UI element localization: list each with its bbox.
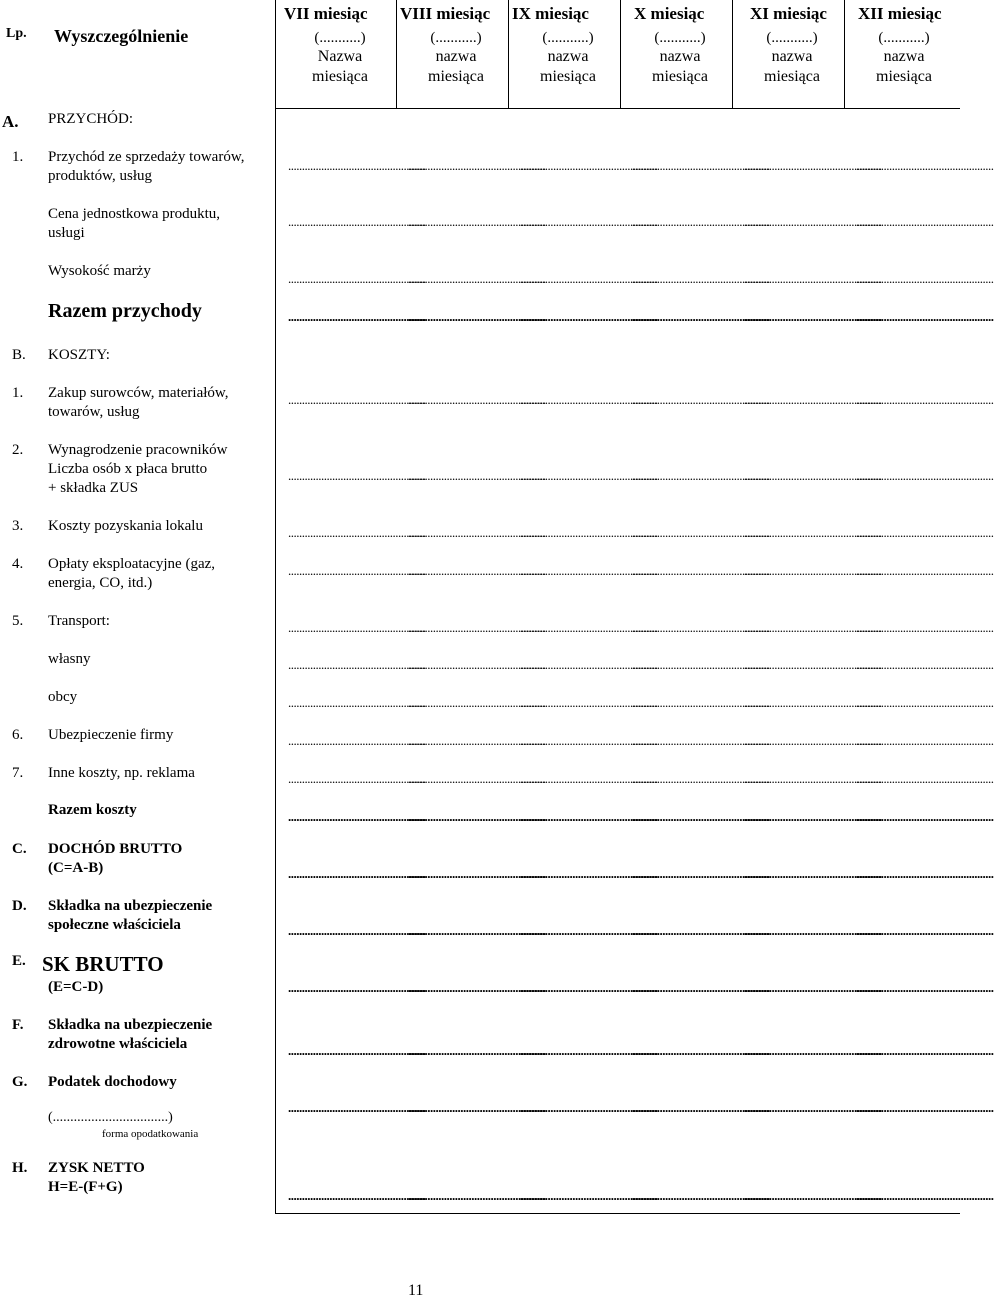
amount-field[interactable]: .................................................. (288, 771, 426, 786)
amount-field[interactable]: .................................................. (520, 923, 658, 938)
amount-field[interactable]: .................................................. (520, 1043, 658, 1058)
row-lp: 2. (12, 442, 24, 458)
lp-header: Lp. (6, 26, 27, 41)
month-title: X miesiąc (634, 4, 705, 23)
amount-field[interactable]: .................................................. (520, 980, 658, 995)
amount-field[interactable]: .................................................. (744, 1100, 882, 1115)
razem-przychody-label: Razem przychody (48, 300, 202, 322)
month-paren: (...........) (314, 30, 366, 46)
forma-opodatkowania-caption: forma opodatkowania (102, 1128, 199, 1140)
section-lp: F. (12, 1017, 24, 1033)
amount-field[interactable]: .................................................. (632, 271, 770, 286)
month-paren: (...........) (766, 30, 818, 46)
month-title: XI miesiąc (750, 4, 827, 23)
amount-field[interactable]: .................................................. (408, 309, 546, 324)
amount-field[interactable]: .................................................. (744, 392, 882, 407)
grid-hline (275, 108, 960, 109)
amount-field[interactable]: .................................................. (856, 392, 994, 407)
amount-field[interactable]: .................................................. (856, 468, 994, 483)
column-header-wyszczegolnienie: Wyszczególnienie (54, 26, 189, 46)
amount-field[interactable]: .................................................. (520, 809, 658, 824)
amount-field[interactable]: .................................................. (520, 525, 658, 540)
amount-field[interactable]: .................................................. (288, 158, 426, 173)
section-lp: B. (12, 347, 26, 363)
amount-field[interactable]: .................................................. (856, 563, 994, 578)
amount-field[interactable]: .................................................. (744, 214, 882, 229)
section-lp: E. (12, 953, 26, 969)
row-label: Liczba osób x płaca brutto (48, 461, 208, 477)
row-label: Wynagrodzenie pracowników (48, 442, 228, 458)
amount-field[interactable]: .................................................. (408, 695, 546, 710)
amount-field[interactable]: .................................................. (288, 809, 426, 824)
month-name-line2: miesiąca (652, 68, 708, 85)
amount-field[interactable]: .................................................. (288, 1188, 426, 1203)
amount-field[interactable]: .................................................. (856, 809, 994, 824)
amount-field[interactable]: .................................................. (288, 392, 426, 407)
amount-field[interactable]: .................................................. (632, 771, 770, 786)
amount-field[interactable]: .................................................. (408, 1188, 546, 1203)
amount-field[interactable]: .................................................. (288, 866, 426, 881)
amount-field[interactable]: .................................................. (632, 392, 770, 407)
row-label: zdrowotne właściciela (48, 1036, 188, 1052)
month-name-line2: miesiąca (764, 68, 820, 85)
row-label: obcy (48, 689, 78, 705)
row-label: Zakup surowców, materiałów, (48, 385, 229, 401)
row-label: energia, CO, itd.) (48, 575, 153, 591)
row-label: (C=A-B) (48, 860, 104, 876)
month-name-line2: miesiąca (876, 68, 932, 85)
row-lp: 6. (12, 727, 24, 743)
row-label: Wysokość marży (48, 263, 151, 279)
amount-field[interactable]: .................................................. (744, 657, 882, 672)
amount-field[interactable]: .................................................. (408, 923, 546, 938)
month-name-line2: miesiąca (540, 68, 596, 85)
amount-field[interactable]: .................................................. (632, 980, 770, 995)
row-lp: 4. (12, 556, 24, 572)
section-lp: D. (12, 898, 27, 914)
month-name-line2: miesiąca (312, 68, 368, 85)
row-label: Inne koszty, np. reklama (48, 765, 195, 781)
amount-field[interactable]: .................................................. (520, 771, 658, 786)
row-label: własny (48, 651, 91, 667)
amount-field[interactable]: .................................................. (408, 563, 546, 578)
section-b-title: KOSZTY: (48, 347, 110, 363)
amount-field[interactable]: .................................................. (632, 525, 770, 540)
amount-field[interactable]: .................................................. (520, 392, 658, 407)
row-label: produktów, usług (48, 168, 153, 184)
grid-vline (396, 0, 397, 108)
amount-field[interactable]: .................................................. (744, 468, 882, 483)
amount-field[interactable]: .................................................. (408, 214, 546, 229)
amount-field[interactable]: .................................................. (632, 866, 770, 881)
amount-field[interactable]: .................................................. (408, 468, 546, 483)
amount-field[interactable]: .................................................. (520, 158, 658, 173)
month-paren: (...........) (878, 30, 930, 46)
amount-field[interactable]: .................................................. (744, 1043, 882, 1058)
section-lp: G. (12, 1074, 28, 1090)
row-label: Koszty pozyskania lokalu (48, 518, 203, 534)
amount-field[interactable]: .................................................. (520, 1188, 658, 1203)
amount-field[interactable]: .................................................. (408, 620, 546, 635)
month-name-line2: miesiąca (428, 68, 484, 85)
amount-field[interactable]: .................................................. (288, 733, 426, 748)
amount-field[interactable]: .................................................. (288, 309, 426, 324)
section-lp: H. (12, 1160, 28, 1176)
month-header-viii (400, 4, 512, 87)
amount-field[interactable]: .................................................. (856, 923, 994, 938)
row-lp: 1. (12, 149, 24, 165)
row-label: ZYSK NETTO (48, 1160, 145, 1176)
amount-field[interactable]: .................................................. (744, 771, 882, 786)
amount-field[interactable]: .................................................. (744, 980, 882, 995)
amount-field[interactable]: .................................................. (408, 392, 546, 407)
row-label: Opłaty eksploatacyjne (gaz, (48, 556, 216, 572)
amount-field[interactable]: .................................................. (632, 309, 770, 324)
amount-field[interactable]: .................................................. (288, 1100, 426, 1115)
amount-field[interactable]: .................................................. (408, 158, 546, 173)
amount-field[interactable]: .................................................. (856, 771, 994, 786)
amount-field[interactable]: .................................................. (744, 866, 882, 881)
amount-field[interactable]: .................................................. (408, 771, 546, 786)
amount-field[interactable]: .................................................. (520, 657, 658, 672)
amount-field[interactable]: .................................................. (288, 980, 426, 995)
amount-field[interactable]: .................................................. (520, 309, 658, 324)
section-lp: A. (2, 112, 19, 131)
month-title: VIII miesiąc (400, 4, 491, 23)
amount-field[interactable]: .................................................. (408, 657, 546, 672)
month-header-ix (512, 4, 624, 87)
amount-field[interactable]: .................................................. (632, 620, 770, 635)
row-label: Transport: (48, 613, 110, 629)
amount-field[interactable]: .................................................. (856, 980, 994, 995)
amount-field[interactable]: .................................................. (856, 525, 994, 540)
amount-field[interactable]: .................................................. (408, 980, 546, 995)
amount-field[interactable]: .................................................. (520, 271, 658, 286)
month-title: XII miesiąc (858, 4, 942, 23)
amount-field[interactable]: .................................................. (744, 309, 882, 324)
amount-field[interactable]: .................................................. (288, 657, 426, 672)
amount-field[interactable]: .................................................. (856, 733, 994, 748)
row-label: Cena jednostkowa produktu, (48, 206, 221, 222)
row-label: Ubezpieczenie firmy (48, 727, 174, 743)
row-label: + składka ZUS (48, 480, 139, 496)
amount-field[interactable]: .................................................. (856, 1100, 994, 1115)
amount-field[interactable]: .................................................. (520, 214, 658, 229)
amount-field[interactable]: .................................................. (856, 657, 994, 672)
amount-field[interactable]: .................................................. (520, 866, 658, 881)
month-paren: (...........) (430, 30, 482, 46)
amount-field[interactable]: .................................................. (520, 695, 658, 710)
amount-field[interactable]: .................................................. (856, 158, 994, 173)
amount-field[interactable]: .................................................. (520, 468, 658, 483)
amount-field[interactable]: .................................................. (408, 525, 546, 540)
amount-field[interactable]: .................................................. (408, 271, 546, 286)
row-label: Składka na ubezpieczenie (48, 1017, 213, 1033)
amount-field[interactable]: .................................................. (744, 733, 882, 748)
month-name-line1: nazwa (659, 48, 701, 65)
row-label: usługi (48, 225, 85, 241)
row-label: Składka na ubezpieczenie (48, 898, 213, 914)
amount-field[interactable]: .................................................. (408, 733, 546, 748)
amount-field[interactable]: .................................................. (288, 525, 426, 540)
month-name-line1: nazwa (547, 48, 589, 65)
amount-field[interactable]: .................................................. (408, 1043, 546, 1058)
amount-field[interactable]: .................................................. (632, 923, 770, 938)
amount-field[interactable]: .................................................. (632, 214, 770, 229)
amount-field[interactable]: .................................................. (288, 468, 426, 483)
amount-field[interactable]: .................................................. (744, 695, 882, 710)
month-paren: (...........) (542, 30, 594, 46)
amount-field[interactable]: .................................................. (856, 309, 994, 324)
month-paren: (...........) (654, 30, 706, 46)
amount-field[interactable]: .................................................. (632, 1043, 770, 1058)
amount-field[interactable]: .................................................. (288, 214, 426, 229)
amount-field[interactable]: .................................................. (288, 923, 426, 938)
amount-field[interactable]: .................................................. (856, 1188, 994, 1203)
row-lp: 1. (12, 385, 24, 401)
month-name-line1: Nazwa (317, 48, 363, 65)
amount-field[interactable]: .................................................. (856, 695, 994, 710)
amount-field[interactable]: .................................................. (408, 1100, 546, 1115)
amount-field[interactable]: .................................................. (288, 271, 426, 286)
amount-field[interactable]: .................................................. (856, 271, 994, 286)
row-label: H=E-(F+G) (48, 1179, 123, 1195)
month-name-line1: nazwa (771, 48, 813, 65)
amount-field[interactable]: .................................................. (856, 620, 994, 635)
amount-field[interactable]: .................................................. (408, 809, 546, 824)
amount-field[interactable]: .................................................. (288, 620, 426, 635)
amount-field[interactable]: .................................................. (744, 1188, 882, 1203)
forma-opodatkowania-blank: (.................................) (48, 1110, 173, 1125)
amount-field[interactable]: .................................................. (856, 866, 994, 881)
amount-field[interactable]: .................................................. (632, 657, 770, 672)
row-label: SK BRUTTO (42, 952, 164, 976)
amount-field[interactable]: .................................................. (520, 1100, 658, 1115)
amount-field[interactable]: .................................................. (632, 158, 770, 173)
amount-field[interactable]: .................................................. (744, 158, 882, 173)
row-label: Podatek dochodowy (48, 1074, 177, 1090)
amount-field[interactable]: .................................................. (520, 620, 658, 635)
amount-field[interactable]: .................................................. (632, 733, 770, 748)
amount-field[interactable]: .................................................. (744, 809, 882, 824)
row-label: społeczne właściciela (48, 917, 181, 933)
section-lp: C. (12, 841, 27, 857)
amount-field[interactable]: .................................................. (520, 733, 658, 748)
section-a-title: PRZYCHÓD: (48, 111, 134, 127)
amount-field[interactable]: .................................................. (744, 923, 882, 938)
month-title: IX miesiąc (512, 4, 589, 23)
row-lp: 7. (12, 765, 24, 781)
row-label: Przychód ze sprzedaży towarów, (48, 149, 245, 165)
month-header-vii (284, 4, 396, 87)
amount-field[interactable]: .................................................. (856, 1043, 994, 1058)
month-name-line1: nazwa (883, 48, 925, 65)
amount-field[interactable]: .................................................. (288, 1043, 426, 1058)
amount-field[interactable]: .................................................. (632, 695, 770, 710)
row-label: DOCHÓD BRUTTO (48, 841, 183, 857)
amount-field[interactable]: .................................................. (632, 809, 770, 824)
row-label: (E=C-D) (48, 979, 104, 995)
amount-field[interactable]: .................................................. (744, 525, 882, 540)
amount-field[interactable]: .................................................. (744, 620, 882, 635)
month-header-xii (848, 4, 960, 87)
month-header-x (624, 4, 736, 87)
month-title: VII miesiąc (284, 4, 368, 23)
amount-field[interactable]: .................................................. (408, 866, 546, 881)
amount-field[interactable]: .................................................. (288, 563, 426, 578)
grid-hline (275, 1213, 960, 1214)
row-label: towarów, usług (48, 404, 140, 420)
amount-field[interactable]: .................................................. (632, 1188, 770, 1203)
month-name-line1: nazwa (435, 48, 477, 65)
month-header-xi (736, 4, 848, 87)
amount-field[interactable]: .................................................. (856, 214, 994, 229)
row-lp: 3. (12, 518, 24, 534)
amount-field[interactable]: .................................................. (744, 563, 882, 578)
amount-field[interactable]: .................................................. (632, 468, 770, 483)
amount-field[interactable]: .................................................. (632, 1100, 770, 1115)
page-number: 11 (408, 1282, 424, 1299)
row-lp: 5. (12, 613, 24, 629)
grid-vline (275, 0, 276, 1213)
razem-koszty-label: Razem koszty (48, 802, 137, 818)
amount-field[interactable]: .................................................. (744, 271, 882, 286)
amount-field[interactable]: .................................................. (520, 563, 658, 578)
amount-field[interactable]: .................................................. (632, 563, 770, 578)
amount-field[interactable]: .................................................. (288, 695, 426, 710)
